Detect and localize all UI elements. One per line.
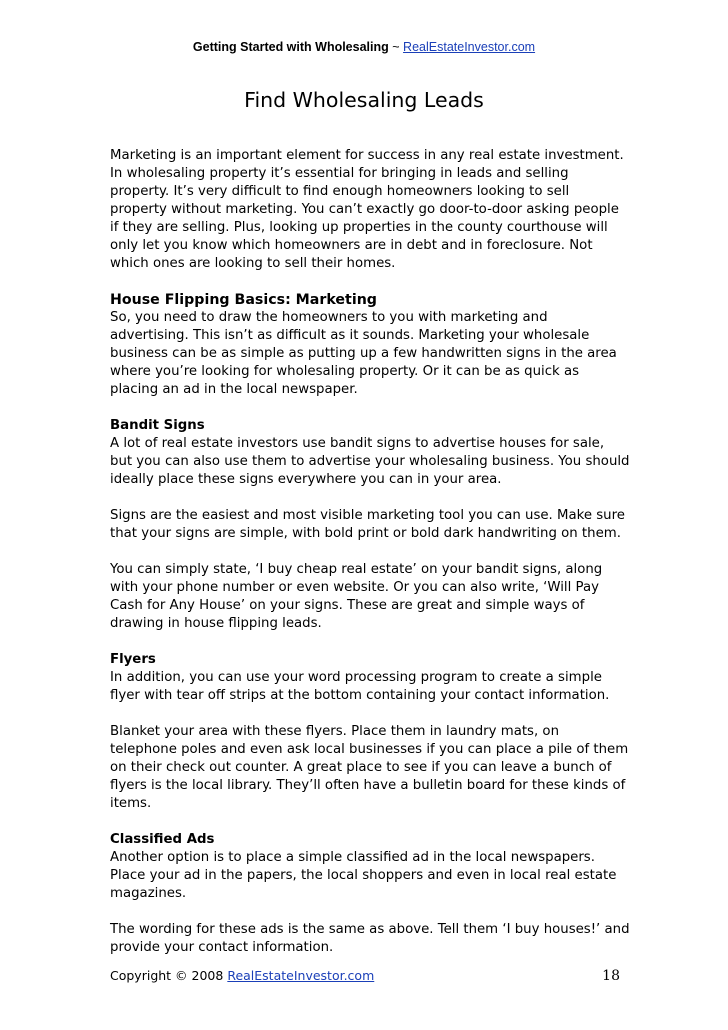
footer-site-link[interactable]: RealEstateInvestor.com: [227, 968, 375, 983]
bandit-paragraph-3: You can simply state, ‘I buy cheap real estate’ on your bandit signs, along with your phone number or even website. Or you can also write, ‘Will Pay Cash for Any House’ on your signs. These are great and simple ways of drawing in house flipping leads.: [110, 562, 603, 631]
classified-paragraph-1: Another option is to place a simple classified ad in the local newspapers. Place your ad in the papers, the local shoppers and even in local real estate magazines.: [110, 850, 617, 901]
header-doc-title: Getting Started with Wholesaling: [192, 40, 389, 54]
section-heading-classified-ads: Classified Ads: [110, 832, 215, 847]
header-separator: ~: [392, 40, 400, 54]
page-title: Find Wholesaling Leads: [244, 88, 484, 112]
bandit-paragraph-1: A lot of real estate investors use bandit signs to advertise houses for sale, but you can also use them to advertise your wholesaling business. You should ideally place these signs everywhere you can in your area.: [110, 436, 630, 487]
header-site-link[interactable]: RealEstateInvestor.com: [403, 40, 536, 54]
marketing-paragraph: So, you need to draw the homeowners to you with marketing and advertising. This isn’t as difficult as it sounds. Marketing your wholesale business can be as simple as putting up a few handwritten signs in the area where you’re looking for wholesaling property. Or it can be as quick as placing an ad in the local newspaper.: [110, 310, 617, 397]
running-header: [0, 40, 728, 54]
bandit-paragraph-2: Signs are the easiest and most visible marketing tool you can use. Make sure that your signs are simple, with bold print or bold dark handwriting on them.: [110, 508, 625, 541]
intro-paragraph: Marketing is an important element for success in any real estate investment. In wholesaling property it’s essential for bringing in leads and selling property. It’s very difficult to find enough homeowners looking to sell property without marketing. You can’t exactly go door-to-door asking people if they are selling. Plus, looking up properties in the county courthouse will only let you know which homeowners are in debt and in foreclosure. Not which ones are looking to sell their homes.: [110, 148, 624, 271]
page-content: [110, 147, 630, 975]
flyers-paragraph-2: Blanket your area with these flyers. Place them in laundry mats, on telephone poles and even ask local businesses if you can place a pile of them on their check out counter. A great place to see if you can leave a bunch of flyers is the local library. They’ll often have a bulletin board for these kinds of items.: [110, 724, 629, 811]
section-heading-marketing: House Flipping Basics: Marketing: [110, 292, 377, 308]
footer-copyright: Copyright © 2008: [110, 968, 224, 983]
section-heading-flyers: Flyers: [110, 652, 156, 667]
page-footer: [110, 968, 620, 983]
page-number: 18: [602, 968, 620, 984]
classified-paragraph-2: The wording for these ads is the same as above. Tell them ‘I buy houses!’ and provide your contact information.: [110, 922, 630, 955]
section-heading-bandit-signs: Bandit Signs: [110, 418, 205, 433]
flyers-paragraph-1: In addition, you can use your word processing program to create a simple flyer with tear off strips at the bottom containing your contact information.: [110, 670, 610, 703]
